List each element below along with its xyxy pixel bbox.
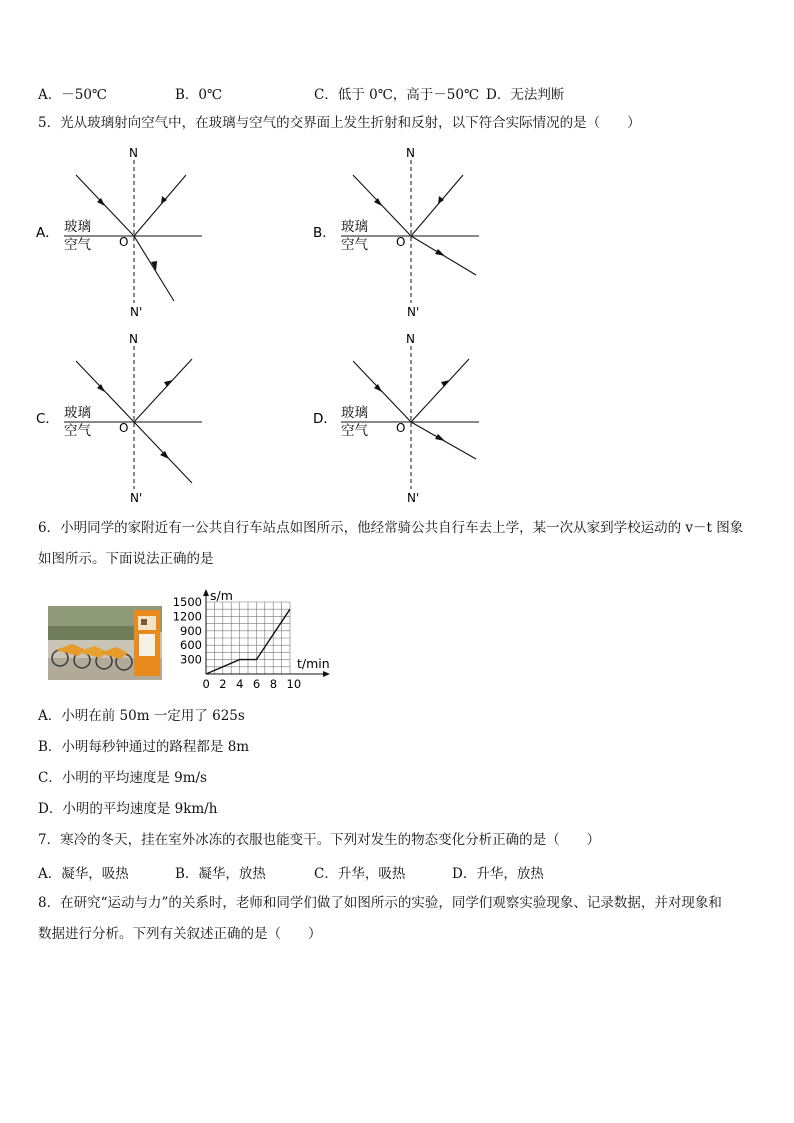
- reflected-ray: [411, 175, 463, 236]
- normal-bottom-label: N': [130, 491, 143, 505]
- y-axis-label: s/m: [210, 588, 233, 603]
- y-axis-arrow: [203, 589, 209, 596]
- origin-label: O: [119, 421, 129, 435]
- x-tick-label: 4: [236, 677, 244, 691]
- q7-option-b: B．凝华，放热: [175, 866, 266, 882]
- q5-stem: 5．光从玻璃射向空气中，在玻璃与空气的交界面上发生折射和反射，以下符合实际情况的是（ ）: [38, 115, 641, 131]
- refracted-arrow: [435, 249, 445, 256]
- q8-stem-line1: 8．在研究“运动与力”的关系时，老师和同学们做了如图所示的实验，同学们观察实验现象、记录数据，并对现象和: [38, 895, 722, 911]
- q4-option-d: D．无法判断: [486, 87, 565, 103]
- y-tick-label: 1200: [172, 609, 202, 624]
- reflected-ray: [411, 359, 469, 422]
- q5-diagram-d: [311, 331, 511, 510]
- q6-stem-line2: 如图所示。下面说法正确的是: [38, 551, 214, 567]
- q7-option-a: A．凝华，吸热: [38, 866, 129, 882]
- reflected-arrow: [164, 380, 173, 387]
- y-tick-label: 300: [180, 652, 202, 667]
- q4-option-b: B．0℃: [175, 87, 223, 103]
- reflected-arrow: [438, 196, 444, 204]
- q5-diagram-b: [311, 145, 511, 324]
- diagram-letter: B．: [313, 225, 336, 241]
- refracted-ray: [134, 236, 174, 301]
- q5-diagram-c: [34, 331, 234, 510]
- refracted-arrow: [160, 451, 169, 459]
- origin-label: O: [396, 235, 406, 249]
- y-tick-label: 600: [180, 638, 202, 653]
- normal-bottom-label: N': [130, 305, 143, 319]
- origin-label: O: [396, 421, 406, 435]
- top-medium-label: 玻璃: [341, 219, 368, 235]
- reflected-arrow: [161, 196, 167, 204]
- refracted-ray: [134, 422, 192, 483]
- x-tick-label: 6: [252, 677, 261, 691]
- q8-stem-line2: 数据进行分析。下列有关叙述正确的是（ ）: [38, 926, 322, 942]
- x-tick-label: 10: [286, 677, 302, 691]
- q6-option-a: A．小明在前 50m 一定用了 625s: [38, 708, 245, 724]
- diagram-letter: C．: [36, 411, 59, 427]
- x-tick-label: 2: [219, 677, 227, 691]
- normal-top-label: N: [129, 332, 138, 346]
- y-tick-label: 900: [180, 623, 202, 638]
- normal-top-label: N: [406, 332, 415, 346]
- x-tick-label: 8: [269, 677, 278, 691]
- q5-diagram-a: [34, 145, 234, 324]
- q6-stem-line1: 6．小明同学的家附近有一公共自行车站点如图所示，他经常骑公共自行车去上学，某一次从家到学校运动的 v－t 图象: [38, 520, 744, 536]
- top-medium-label: 玻璃: [64, 219, 91, 235]
- reflected-arrow: [441, 380, 450, 387]
- incident-arrow: [97, 198, 105, 206]
- top-medium-label: 玻璃: [64, 405, 91, 421]
- diagram-letter: A．: [36, 225, 59, 241]
- top-medium-label: 玻璃: [341, 405, 368, 421]
- refracted-arrow: [435, 434, 445, 441]
- q6-option-d: D．小明的平均速度是 9km/h: [38, 801, 218, 817]
- normal-top-label: N: [406, 146, 415, 160]
- q6-option-b: B．小明每秒钟通过的路程都是 8m: [38, 739, 250, 755]
- bottom-medium-label: 空气: [341, 423, 368, 439]
- q4-option-c: C．低于 0℃，高于－50℃: [314, 87, 480, 103]
- reflected-ray: [134, 359, 192, 422]
- incident-arrow: [374, 384, 382, 392]
- reflected-ray: [134, 175, 186, 236]
- incident-arrow: [374, 198, 382, 206]
- y-tick-label: 1500: [172, 595, 202, 609]
- q7-stem: 7．寒冷的冬天，挂在室外冰冻的衣服也能变干。下列对发生的物态变化分析正确的是（ ）: [38, 832, 601, 848]
- bottom-medium-label: 空气: [64, 237, 91, 253]
- q7-option-c: C．升华，吸热: [314, 866, 406, 882]
- q6-option-c: C．小明的平均速度是 9m/s: [38, 770, 207, 786]
- bottom-medium-label: 空气: [341, 237, 368, 253]
- graph-grid: [206, 602, 290, 674]
- x-axis-label: t/min: [297, 656, 330, 671]
- x-axis-arrow: [323, 671, 330, 677]
- normal-bottom-label: N': [407, 491, 420, 505]
- origin-label: O: [119, 235, 129, 249]
- diagram-letter: D．: [313, 411, 337, 427]
- normal-bottom-label: N': [407, 305, 420, 319]
- q4-option-a: A．－50℃: [38, 87, 108, 103]
- bottom-medium-label: 空气: [64, 423, 91, 439]
- normal-top-label: N: [129, 146, 138, 160]
- bike-station-photo: [48, 606, 162, 680]
- st-graph: [170, 586, 370, 700]
- incident-arrow: [97, 384, 105, 392]
- x-tick-label: 0: [202, 677, 210, 691]
- q7-option-d: D．升华，放热: [452, 866, 544, 882]
